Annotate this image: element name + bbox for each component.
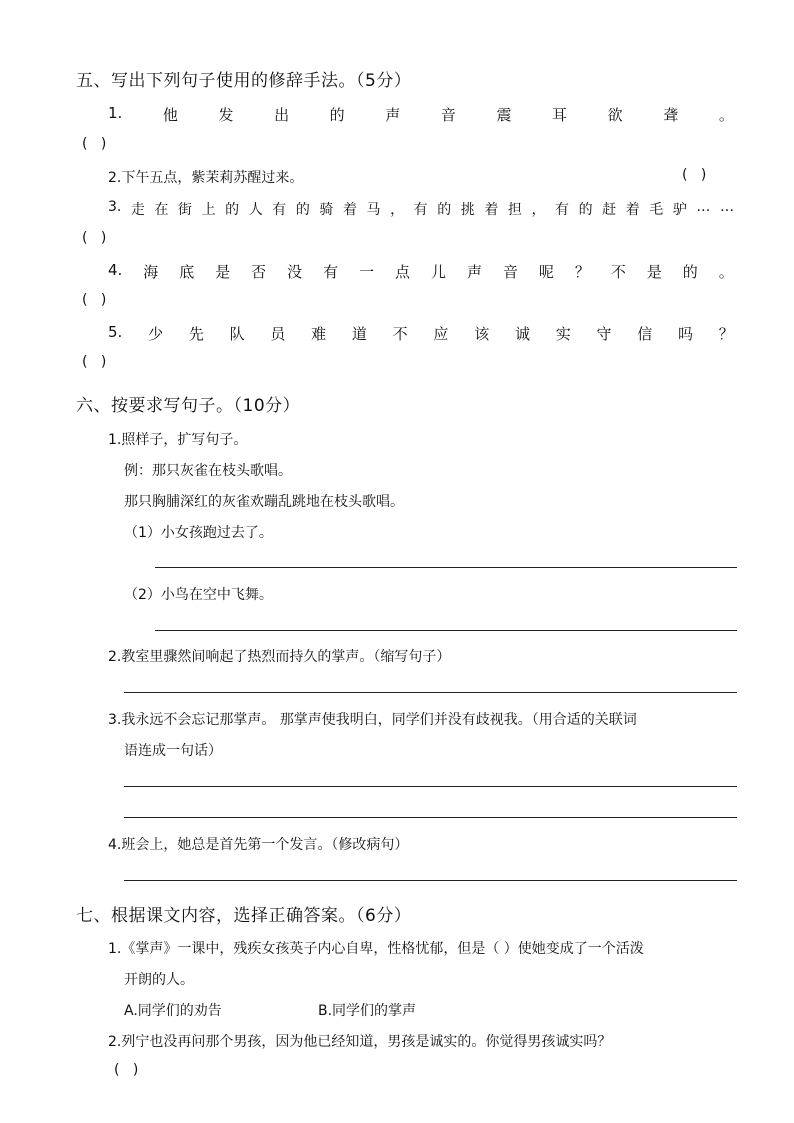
question-number: 1.	[108, 104, 123, 122]
question-6-3-continued: 语连成一句话）	[124, 743, 222, 759]
char: 实	[555, 325, 571, 343]
question-7-1-continued: 开朗的人。	[124, 972, 194, 988]
char: 道	[351, 325, 367, 343]
char: 有	[413, 202, 428, 218]
char: 人	[248, 202, 263, 218]
char: 声	[466, 263, 482, 281]
char: 否	[251, 263, 267, 281]
char: 吗	[678, 325, 694, 343]
char: ？	[574, 263, 590, 281]
sub-question-1: （1）小女孩跑过去了。	[124, 525, 273, 541]
char: 在	[154, 202, 169, 218]
char: 聋	[663, 106, 679, 124]
char: 先	[188, 325, 204, 343]
char: 音	[502, 263, 518, 281]
question-5-4	[108, 261, 734, 282]
answer-line[interactable]	[155, 630, 737, 631]
char: 发	[218, 106, 234, 124]
char: 该	[474, 325, 490, 343]
question-7-1: 1.《掌声》一课中，残疾女孩英子内心自卑，性格忧郁，但是（ ）使她变成了一个活泼	[108, 941, 644, 957]
answer-line[interactable]	[155, 567, 737, 568]
char: 挑	[460, 202, 475, 218]
question-7-2: 2.列宁也没再问那个男孩，因为他已经知道，男孩是诚实的。你觉得男孩诚实吗？	[108, 1034, 612, 1050]
char: 守	[596, 325, 612, 343]
char: 的	[437, 202, 452, 218]
char: 上	[201, 202, 216, 218]
char: 是	[646, 263, 662, 281]
char: 着	[484, 202, 499, 218]
char: 。	[718, 263, 734, 281]
answer-line[interactable]	[124, 817, 737, 818]
answer-parentheses[interactable]: ( )	[682, 167, 707, 183]
char: 赶	[602, 202, 617, 218]
option-b[interactable]: B.同学们的掌声	[318, 1003, 417, 1019]
char: ？	[718, 325, 734, 343]
answer-parentheses[interactable]: ( )	[82, 230, 107, 246]
option-a[interactable]: A.同学们的劝告	[124, 1003, 222, 1019]
char: 应	[433, 325, 449, 343]
answer-line[interactable]	[124, 880, 737, 881]
char: 街	[178, 202, 193, 218]
question-6-1: 1.照样子，扩写句子。	[108, 432, 248, 448]
example-answer: 那只胸脯深红的灰雀欢蹦乱跳地在枝头歌唱。	[124, 494, 404, 510]
sub-question-2: （2）小鸟在空中飞舞。	[124, 587, 273, 603]
char: 震	[496, 106, 512, 124]
char: 的	[225, 202, 240, 218]
question-5-1	[108, 104, 734, 125]
char: 海	[143, 263, 159, 281]
char: 的	[295, 202, 310, 218]
section-5-heading: 五、写出下列句子使用的修辞手法。（5分）	[76, 71, 412, 91]
char: 员	[270, 325, 286, 343]
char: 一	[359, 263, 375, 281]
question-number: 4.	[108, 261, 123, 279]
char: …	[719, 199, 734, 215]
char: 的	[578, 202, 593, 218]
char: 的	[329, 106, 345, 124]
char: 队	[229, 325, 245, 343]
char: 他	[162, 106, 178, 124]
char: 的	[682, 263, 698, 281]
char: 驴	[672, 202, 687, 218]
char: 有	[323, 263, 339, 281]
section-6-heading: 六、按要求写句子。（10分）	[76, 396, 301, 416]
char: 儿	[431, 263, 447, 281]
char: 声	[385, 106, 401, 124]
char: ，	[531, 202, 546, 218]
char: 欲	[607, 106, 623, 124]
char: 出	[274, 106, 290, 124]
char: 没	[287, 263, 303, 281]
char: 是	[215, 263, 231, 281]
char: …	[696, 199, 711, 215]
char: 马	[366, 202, 381, 218]
char: 有	[555, 202, 570, 218]
char: 耳	[552, 106, 568, 124]
question-5-5	[108, 323, 734, 344]
char: 点	[395, 263, 411, 281]
question-number: 3.	[108, 199, 122, 215]
question-5-2: 2.下午五点，紫茉莉苏醒过来。	[108, 170, 304, 186]
question-6-4: 4.班会上，她总是首先第一个发言。（修改病句）	[108, 837, 409, 853]
char: 走	[130, 202, 145, 218]
question-number: 5.	[108, 323, 123, 341]
char: 诚	[514, 325, 530, 343]
char: 不	[392, 325, 408, 343]
answer-line[interactable]	[124, 786, 737, 787]
char: 底	[179, 263, 195, 281]
char: 有	[272, 202, 287, 218]
char: 呢	[538, 263, 554, 281]
char: 担	[507, 202, 522, 218]
char: 骑	[319, 202, 334, 218]
example-sentence: 例：那只灰雀在枝头歌唱。	[124, 463, 292, 479]
char: 着	[625, 202, 640, 218]
answer-parentheses[interactable]: ( )	[82, 292, 107, 308]
char: 信	[637, 325, 653, 343]
char: 不	[610, 263, 626, 281]
char: 难	[311, 325, 327, 343]
answer-parentheses[interactable]: ( )	[82, 354, 107, 370]
char: 。	[718, 106, 734, 124]
char: 毛	[649, 202, 664, 218]
question-5-3	[108, 199, 734, 219]
section-7-heading: 七、根据课文内容，选择正确答案。（6分）	[76, 906, 412, 926]
char: 少	[148, 325, 164, 343]
char: 着	[342, 202, 357, 218]
question-6-2: 2.教室里骤然间响起了热烈而持久的掌声。（缩写句子）	[108, 649, 451, 665]
answer-parentheses[interactable]: ( )	[82, 136, 107, 152]
char: 音	[440, 106, 456, 124]
answer-parentheses[interactable]: ( )	[114, 1062, 139, 1078]
char: ，	[390, 202, 405, 218]
question-6-3: 3.我永远不会忘记那掌声。 那掌声使我明白，同学们并没有歧视我。（用合适的关联词	[108, 712, 637, 728]
answer-line[interactable]	[124, 692, 737, 693]
